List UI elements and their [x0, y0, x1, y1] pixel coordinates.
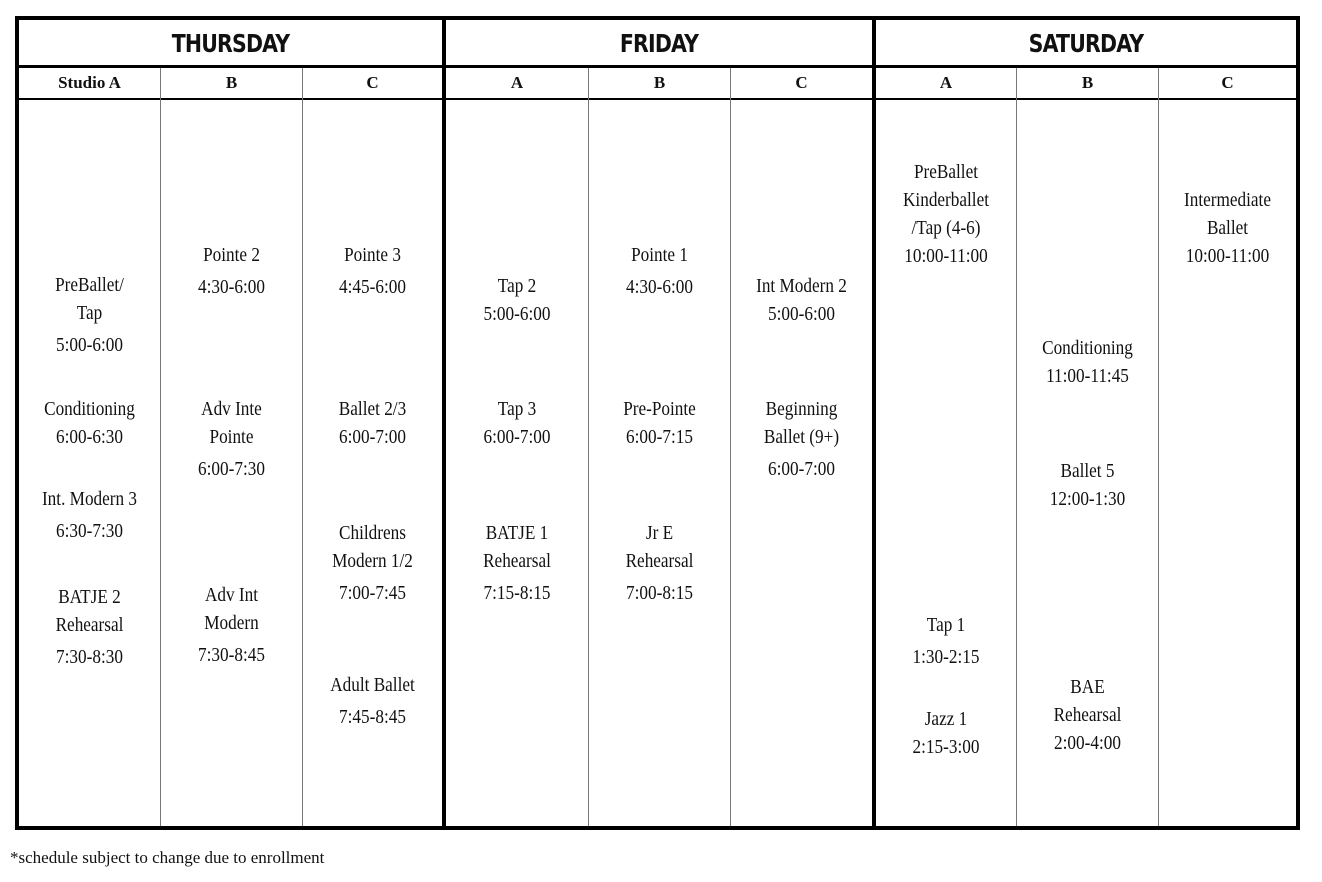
studio-label: A — [939, 73, 953, 92]
studio-column — [1159, 68, 1296, 826]
class-entry: Intermediate Ballet 10:00-11:00 — [1184, 189, 1271, 267]
schedule-table — [15, 16, 1300, 830]
class-entry: Tap 2 5:00-6:00 — [483, 275, 551, 325]
day-header: THURSDAY — [171, 28, 290, 58]
class-entry: PreBallet Kinderballet /Tap (4-6) 10:00-11:00 — [903, 161, 989, 267]
studio-column — [876, 68, 1016, 826]
class-entry: Childrens Modern 1/2 7:00-7:45 — [332, 522, 413, 604]
class-entry: Beginning Ballet (9+) 6:00-7:00 — [763, 398, 840, 480]
class-entry: Ballet 2/3 6:00-7:00 — [338, 398, 407, 448]
class-entry: BAE Rehearsal 2:00-4:00 — [1053, 676, 1122, 754]
footnote: *schedule subject to change due to enrollment — [10, 848, 325, 867]
studio-label: B — [1081, 73, 1094, 92]
class-entry: Pointe 1 4:30-6:00 — [626, 244, 693, 298]
class-entry: Int Modern 2 5:00-6:00 — [756, 275, 847, 325]
class-entry: Pre-Pointe 6:00-7:15 — [623, 398, 696, 448]
studio-column — [731, 68, 872, 826]
class-entry: Ballet 5 12:00-1:30 — [1049, 460, 1126, 510]
class-entry: Jr E Rehearsal 7:00-8:15 — [625, 522, 694, 604]
studio-column — [1017, 68, 1158, 826]
class-entry: Conditioning 11:00-11:45 — [1042, 337, 1133, 387]
class-entry: Tap 3 6:00-7:00 — [483, 398, 551, 448]
day-header: SATURDAY — [1028, 28, 1144, 58]
studio-column — [303, 68, 442, 826]
studio-label: Studio A — [58, 73, 121, 92]
studio-label: B — [653, 73, 666, 92]
studio-label: A — [510, 73, 524, 92]
studio-label: C — [1221, 73, 1234, 92]
class-entry: Adult Ballet 7:45-8:45 — [330, 674, 415, 728]
class-entry: Int. Modern 3 6:30-7:30 — [41, 488, 138, 542]
studio-label: C — [366, 73, 379, 92]
class-entry: Pointe 3 4:45-6:00 — [339, 244, 406, 298]
class-entry: Tap 1 1:30-2:15 — [912, 614, 980, 668]
class-entry: PreBallet/ Tap 5:00-6:00 — [55, 274, 124, 356]
class-entry: Jazz 1 2:15-3:00 — [912, 708, 980, 758]
day-thursday — [19, 20, 442, 826]
studio-column — [446, 68, 588, 826]
studio-label: B — [225, 73, 238, 92]
class-entry: Conditioning 6:00-6:30 — [44, 398, 135, 448]
studio-label: C — [795, 73, 808, 92]
class-entry: Pointe 2 4:30-6:00 — [198, 244, 265, 298]
class-entry: BATJE 1 Rehearsal 7:15-8:15 — [483, 522, 551, 604]
studio-column — [19, 68, 160, 826]
class-entry: BATJE 2 Rehearsal 7:30-8:30 — [55, 586, 124, 668]
class-entry: Adv Int Modern 7:30-8:45 — [198, 584, 265, 666]
studio-column — [589, 68, 730, 826]
studio-column — [161, 68, 302, 826]
day-saturday — [876, 20, 1296, 826]
day-header: FRIDAY — [619, 28, 699, 58]
day-friday — [446, 20, 872, 826]
class-entry: Adv Inte Pointe 6:00-7:30 — [198, 398, 265, 480]
